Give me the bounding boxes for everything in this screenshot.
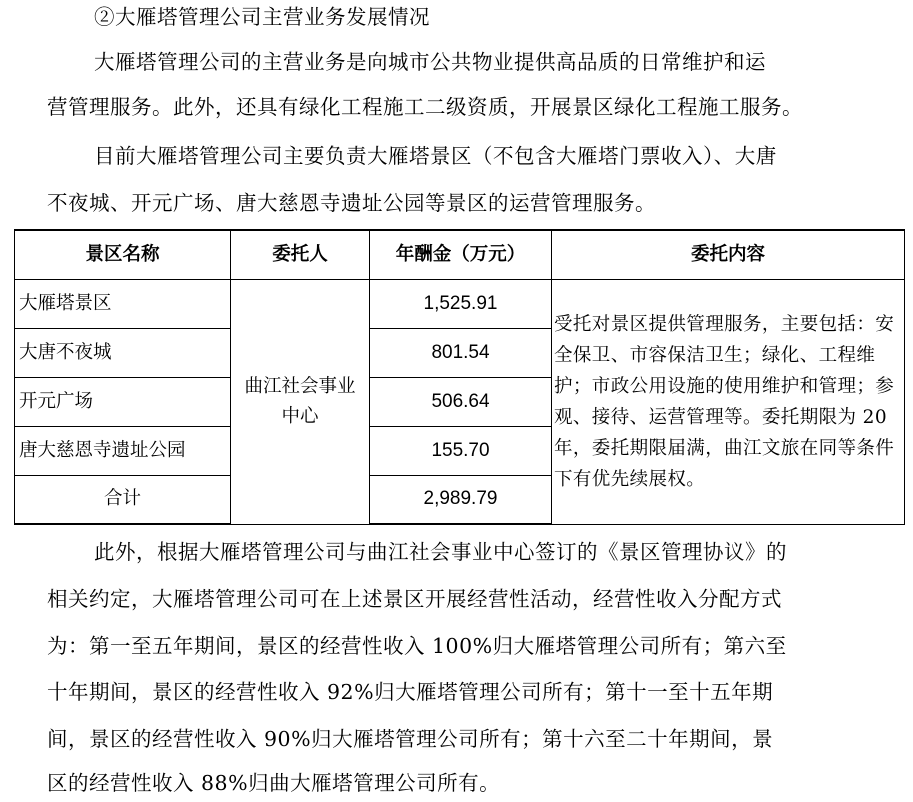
paragraph-line: 相关约定，大雁塔管理公司可在上述景区开展经营性活动，经营性收入分配方式 [47, 587, 782, 611]
section-heading: ②大雁塔管理公司主营业务发展情况 [94, 5, 430, 29]
annual-fee-cell: 801.54 [370, 328, 552, 377]
total-fee-cell: 2,989.79 [370, 475, 552, 524]
paragraph-line: 营管理服务。此外，还具有绿化工程施工二级资质，开展景区绿化工程施工服务。 [47, 95, 803, 119]
client-cell: 曲江社会事业中心 [231, 279, 370, 524]
annual-fee-cell: 155.70 [370, 426, 552, 475]
annual-fee-cell: 506.64 [370, 377, 552, 426]
table-row [15, 279, 905, 328]
paragraph-line: 不夜城、开元广场、唐大慈恩寺遗址公园等景区的运营管理服务。 [47, 191, 656, 215]
paragraph-line: 此外，根据大雁塔管理公司与曲江社会事业中心签订的《景区管理协议》的 [94, 540, 787, 564]
header-annual-fee: 年酬金（万元） [370, 230, 552, 279]
management-table [14, 229, 904, 523]
content-cell: 受托对景区提供管理服务，主要包括：安全保卫、市容保洁卫生；绿化、工程维护；市政公用设施的使用维护和管理；参观、接待、运营管理等。委托期限为 20 年，委托期限届满，曲江文旅在同等条件下有优先续展权。 [552, 279, 905, 524]
paragraph-line: 大雁塔管理公司的主营业务是向城市公共物业提供高品质的日常维护和运 [94, 50, 766, 74]
paragraph-line: 十年期间，景区的经营性收入 92%归大雁塔管理公司所有；第十一至十五年期 [47, 680, 774, 704]
header-scenic-name: 景区名称 [15, 230, 231, 279]
paragraph-line: 为：第一至五年期间，景区的经营性收入 100%归大雁塔管理公司所有；第六至 [47, 634, 787, 658]
paragraph-line: 目前大雁塔管理公司主要负责大雁塔景区（不包含大雁塔门票收入）、大唐 [94, 144, 777, 168]
total-label-cell: 合计 [15, 475, 231, 524]
header-client: 委托人 [231, 230, 370, 279]
paragraph-line: 间，景区的经营性收入 90%归大雁塔管理公司所有；第十六至二十年期间，景 [47, 727, 774, 751]
header-content: 委托内容 [552, 230, 905, 279]
paragraph-line: 区的经营性收入 88%归曲大雁塔管理公司所有。 [47, 771, 501, 795]
scenic-name-cell: 大唐不夜城 [15, 328, 231, 377]
scenic-name-cell: 大雁塔景区 [15, 279, 231, 328]
annual-fee-cell: 1,525.91 [370, 279, 552, 328]
scenic-name-cell: 开元广场 [15, 377, 231, 426]
scenic-name-cell: 唐大慈恩寺遗址公园 [15, 426, 231, 475]
table-header-row [15, 230, 905, 279]
